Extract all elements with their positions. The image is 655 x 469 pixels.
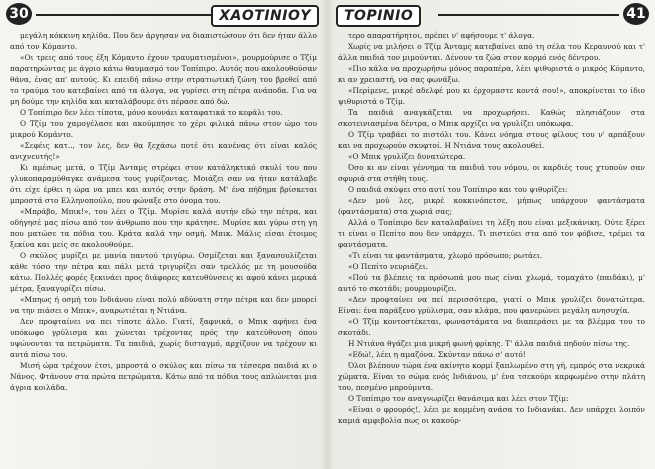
paragraph: Ο σκύλος μυρίζει με μανία παντού τριγύρω. Οσμίζεται και ξανασουλίζεται κάθε τόσο την πέτρα και πάλι μετά τριγυρίζει σαν τρελλός με τη μουσούδα κάτω. Πολλές φορές ξεκινάει προς διάφορες κατευθύνσεις κι αφού κάνει μερικά μέτρα, ξαναγυρίζει πίσω. [10, 251, 317, 293]
left-page-header [0, 3, 327, 27]
left-page-number: 30 [6, 3, 32, 25]
paragraph: «Πιο κάλα να προχωρήσω μόνος παραπέρα, λέει ψιθυριστά ο μικρός Κόμαντο, κι αν χρειαστή, να σας φωνάξω. [338, 64, 645, 84]
paragraph: Ο Τζίμ του χαμογέλασε και ακούμπησε το χέρι φιλικά πάνω στον ώμο του μικρού Κομάντο. [10, 119, 317, 139]
paragraph: Ο Τζίμ τραβάει το πιστόλι του. Κάνει νόημα στους φίλους του ν' αρπάξουν και να προχωρούν σκυφτοί. Η Ντιάνα τους ακολουθεί. [338, 130, 645, 150]
right-brand-logo: ΤΟΡΙΝΙΟ [336, 5, 421, 27]
paragraph: Η Ντιάνα θγάζει μια μικρή φωνή φρίκης. Τ' άλλα παιδιά πηδούν πίσω της. [348, 339, 630, 348]
paragraph: Όλοι βλέπουν τώρα ένα ακίνητο κορμί ξαπλωμένο στη γή, εμπρός στα νεκρικά χώματα. Είναι το σώμα ενός Ινδιάνου, μ' ένα τσεκούρι καρφωμένο στην πλάτη του, πεσμένο μπρούμυτα. [338, 361, 645, 392]
paragraph: Όσο κι αν είναι γέννημα τα παιδιά του νόμου, οι καρδιές τους χτυπούν σαν σφυριά στα στήθη τους. [338, 163, 645, 183]
paragraph: «Μπράβο, Μπικ!», του λέει ο Τζίμ. Μυρίσε καλά αυτήν εδώ την πέτρα, και οδήγησέ μας πίσω από τον άνθρωπο που την κράτησε. Μυρίσε και γύρω στη γη που ματώσε τα πόδια του. Κράτα καλά την οσμή. Μπικ. Μάλις είσαι έτοιμος ξεκίνα και μείς σε ακολουθούμε. [10, 207, 317, 249]
paragraph: μεγάλη κόκκινη κηλίδα. Που δεν άργησαν να διαπιστώσουν ότι δεν ήταν άλλο από τον Κόμαντο. [10, 31, 317, 51]
right-page [328, 0, 655, 469]
paragraph: τερο απαρατήρητοι, πρέπει ν' αφήσουμε τ' άλογα. [348, 31, 535, 40]
paragraph: «Οι τρεις από τους έξη Κόμαντο έχουν τραυματισμένοι», μουρμούρισε ο Τζίμ παρατηρώντας με άγριο κάτω θαυμασμό τον Τοπίπιρο. Αυτός που ακολουθούσαν θάνα, ένας απ' αυτούς. Κι επειδή πάνω στην στρατιωτική ζώνη του βρεθεί από το τραύμα του κατεβαίνει από τα άλογα, να γυρίσει στη πέτρα ανάποδα. Για να μη δούμε την κηλίδα και καταλάβουμε ότι πέρασε από δώ. [10, 53, 317, 106]
paragraph: «Ο Πεπίτο νευριάζει. [348, 262, 428, 271]
right-page-header [328, 3, 655, 27]
paragraph: Κι αμέσως μετά, ο Τζίμ Άνταμς στρέφει στον κατάληκτικό σκυλί του που γλυκοπαραμύθαγκε ανάμεσα τους γυρίζοντας. Μοιάζει σαν να ήταν κατάλαβε ότι είχε έρθει η ώρα να μπει και αυτός στην δράση. Μ' ένα πήδημα βρίσκεται μπροστά στο Ελληνοπούλο, που φώναξε στο όνομα του. [10, 163, 317, 205]
paragraph: «Εδώ!, λέει η αμαζόνα. Σκύνταν πάνω σ' αυτό! [348, 350, 526, 359]
right-page-text [338, 30, 645, 467]
paragraph: Ο παιδιά σκύψει στο αυτί του Τοπίπιρο και του ψιθυρίζει: [348, 185, 568, 194]
paragraph: «Ο Τζίμ κοντοστέκεται, φωναστάματα να διαπεράσει με τα βλέμμα του το σκοτάδι. [338, 317, 645, 337]
paragraph: «Περίμενε, μικρέ αδελφέ μου κι έρχομαστε κοντά σου!», αποκρίνεται το ίδιο ψιθυριστά ο Τζίμ. [338, 86, 645, 106]
paragraph: «Σεφέις κατ.., τον λες, δεν θα ξεχάσω ποτέ ότι κανένας ότι είναι καλός ανιχνευτής!» [10, 141, 317, 161]
paragraph: Ο Τοπίπιρο δεν λέει τίποτα, μόνο κουνάει καταφατικά το κεφάλι του. [20, 108, 283, 117]
paragraph: Ο Τοπίπιρο τον αναγνωρίζει θανάσιμα και λέει στον Τζίμ: [348, 394, 569, 403]
left-page [0, 0, 327, 469]
paragraph: «Δεν προφταίνει να πεί περισσότερα, γιατί ο Μπικ γρυλίζει δυνατώτερα. Είναι: ένα παράξενο γρύλισμα, σαν κλάμα, που φανερώνει μεγάλη ανησυχία. [338, 295, 645, 315]
paragraph: «Πού τα βλέπεις τα πρόσωπά μου πως είναι χλωμά, τομαχάτο (παιδάκι), μ' αυτό το σκοτάδι; μουρμουρίζει. [338, 273, 645, 293]
left-page-text [10, 30, 317, 467]
paragraph: «Είναι ο φρουρός!, λέει με κομμένη ανάσα το Ινδιανάκι. Δεν υπάρχει λοιπόν καμιά αμφιβολία πως οι κακοῦρ- [338, 405, 645, 425]
paragraph: Αλλά ο Τοπίπιρο δεν καταλαβαίνει τη λέξη που είναι μεξικάνικη. Ούτε ξέρει τι είναι ο Πεπίτο που δεν υπάρχει. Τι πιστεύει στα από τον φόβισε, τρέμει τα φαντάσματα. [338, 218, 645, 249]
paragraph: «Δεν μού λες, μικρέ κοκκινόπετσε, μήπως υπάρχουν φαντάσματα (φαντάσματα) στα χωριά σας; [338, 196, 645, 216]
paragraph: Δεν προφταίνει να πει τίποτε άλλο. Γιατί, ξαφνικά, ο Μπικ αφήνει ένα υπόκωφο γρύλισμα και χώνεται τρέχοντας πρός την κατεύθυνση όπου υψώνονται τα πετρώματα. Τα παιδιά, χωρίς δισταγμό, αρχίζουν να τρέχουν κι αυτά πίσω του. [10, 317, 317, 359]
paragraph: «Τι είναι τα φαντάσματα, χλωμό πρόσωπο; ρωτάει. [348, 251, 543, 260]
paragraph: Τα παιδιά αναγκάζεται να προχωρήσει. Καθώς πλησιάζουν στα σκοτεινιασμένα δέντρα, ο Μπικ αρχίζει να γρυλίζει υπόκωφα. [338, 108, 645, 128]
left-brand-logo: ΧΑΟΤΙΝΙΟΥ [211, 5, 319, 27]
paragraph: Χωρίς να μιλήσει ο Τζίμ Άνταμς κατεβαίνει από τη σέλα του Κεραυνού και τ' άλλα παιδιά τον μιμούνται. Δένουν τα ζώα στον κορμό ενός δέντρου. [338, 42, 645, 62]
paragraph: «Ο Μπικ γρυλίζει δυνατώτερα. [348, 152, 466, 161]
paragraph: Μισή ώρα τρέχουν έτσι, μπροστά ο σκύλος και πίσω τα τέσσερα παιδιά κι ο Νάνος. Φτάνουν στα πρώτα πετρώματα. Κάτω από τα πόδια τους απλώνεται μια άγρια κοιλάδα. [10, 361, 317, 392]
paragraph: «Μπηως ή οσμή του Ινδιάνου είναι πολύ αδύνατη στην πέτρα και δεν μπορεί να την πιάσει ο Μπικ», αναρωτιέται η Ντιάνα. [10, 295, 317, 315]
right-page-number: 41 [623, 3, 649, 25]
header-rule [36, 14, 217, 16]
header-rule [438, 14, 619, 16]
